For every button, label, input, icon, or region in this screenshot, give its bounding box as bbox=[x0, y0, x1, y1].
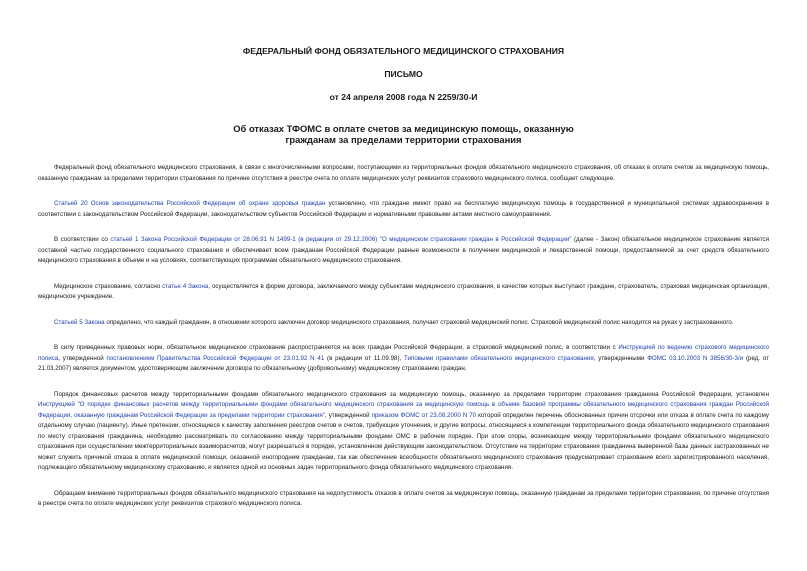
paragraph-3: В соответствии со статьей 1 Закона Российской Федерации от 28.06.91 N 1499-1 (в редакции от 29.12.2006) "О медицинском страховании граждан в Российской Федерации" (далее - Закон) обязательное медицинское страхование является составной частью государственного социального страхования и обеспечивает всем гражданам Российской Федерации равные возможности в получении медицинской и лекарственной помощи, предоставляемой за счет средств обязательного медицинского страхования в объеме и на условиях, соответствующих программам обязательного медицинского страхования. bbox=[38, 236, 769, 264]
link-foms-order-2000[interactable]: приказом ФОМС от 23.08.2000 N 70 bbox=[371, 411, 477, 419]
paragraph-6: В силу приведенных правовых норм, обязательное медицинское страхование распространяется на всех граждан Российской Федерации, а страховой медицинский полис, в соответствии с Инструкцией по ведению страхового медицинского полиса, утвержденной постановлением Правительства Российской Федерации от 23.01.92 N 41 (в редакции от 11.09.98), Типовыми правилами обязательного медицинского страхования, утвержденными ФОМС 03.10.2003 N 3856/30-3/и (ред. от 21.03.2007) является документом, удостоверяющим заключение договора по обязательному (добровольному) медицинскому страхованию граждан. bbox=[38, 344, 769, 372]
link-settlement-instruction[interactable]: Инструкцией "О порядке финансовых расчетов между территориальными фондами обязательного медицинского страхования за медицинскую помощь в объеме базовой программы обязательного медицинского страхования граждан Российской Федерации, оказанную гражданам Российской Федерации за пределами территории страхования" bbox=[38, 401, 769, 419]
document-title bbox=[38, 123, 769, 145]
paragraph-7: Порядок финансовых расчетов между территориальными фондами обязательного медицинского страхования за медицинскую помощь, оказанную за пределами территории страхования гражданина Российской Федерации, установлен Инструкцией "О порядке финансовых расчетов между территориальными фондами обязательного медицинского страхования за медицинскую помощь в объеме базовой программы обязательного медицинского страхования граждан Российской Федерации, оказанную гражданам Российской Федерации за пределами территории страхования", утвержденной приказом ФОМС от 23.08.2000 N 70 которой определен перечень обоснованных причин отсрочки или отказа в оплате счета по каждому отдельному случаю (пациенту). Иные претензии, относящиеся к качеству заполнения реестров счетов и счетов, требующие уточнения, и другие вопросы, относящиеся к компетенции территориального фонда обязательного медицинского страхования по месту страхования гражданина, необходимо рассматривать по согласованию между территориальными фондами ОМС в рабочем порядке. При этом споры, возникающие между территориальными фондами обязательного медицинского страхования при осуществлении межтерриториальных взаиморасчетов, могут разрешаться в порядке, установленном действующим законодательством. Отсутствие на территории страхования гражданина выверенной базы данных застрахованных не может служить причиной отказа в оплате медицинской помощи, оказанной иногородним гражданам, так как обеспечение всеобщности обязательного медицинского страхования предусматривает страхование всего зарегистрированного населения, подлежащего обязательному медицинскому страхованию, и является одной из основных задач территориального фонда обязательного медицинского страхования. bbox=[38, 390, 769, 471]
link-standard-rules[interactable]: Типовыми правилами обязательного медицинского страхования bbox=[404, 354, 594, 362]
document-type: ПИСЬМО bbox=[384, 69, 423, 79]
document-body bbox=[38, 163, 769, 510]
paragraph-8: Обращаем внимание территориальных фондов обязательного медицинского страхования на недопустимость отказов в оплате счетов за медицинскую помощь, оказанную гражданам за пределами территории страхования, по причине отсутствия в реестре счета по оплате медицинских услуг реквизитов страхового медицинского полиса. bbox=[38, 489, 769, 507]
paragraph-2: Статьей 20 Основ законодательства Российской Федерации об охране здоровья граждан установлено, что граждане имеют право на бесплатную медицинскую помощь в государственной и муниципальной системах здравоохранения в соответствии с законодательством Российской Федерации, законодательством субъектов Российской Федерации и нормативными правовыми актами местного самоуправления. bbox=[38, 200, 769, 218]
link-foms-order-2003[interactable]: ФОМС 03.10.2003 N 3856/30-3/и bbox=[647, 354, 744, 362]
link-government-resolution[interactable]: постановлением Правительства Российской Федерации от 23.01.92 N 41 bbox=[106, 354, 325, 362]
link-article-1-law[interactable]: статьей 1 Закона Российской Федерации от 28.06.91 N 1499-1 (в редакции от 29.12.2006) "О медицинском страховании граждан в Российской Федерации" bbox=[110, 236, 572, 243]
link-article-20[interactable]: Статьей 20 Основ законодательства Российской Федерации об охране здоровья граждан bbox=[54, 200, 326, 207]
title-line-2: гражданам за пределами территории страхования bbox=[285, 134, 522, 145]
title-line-1: Об отказах ТФОМС в оплате счетов за медицинскую помощь, оказанную bbox=[233, 123, 574, 134]
document-date-number: от 24 апреля 2008 года N 2259/30-И bbox=[329, 92, 478, 102]
paragraph-1: Федеральный фонд обязательного медицинского страхования, в связи с многочисленными вопросами, поступающими из территориальных фондов обязательного медицинского страхования, об отказах в оплате счетов за медицинскую помощь, оказанную гражданам за пределами территории страхования по причине отсутствия в реестре счета по оплате медицинских услуг реквизитов страхового медицинского полиса, сообщает следующее. bbox=[38, 164, 769, 182]
issuing-organization: ФЕДЕРАЛЬНЫЙ ФОНД ОБЯЗАТЕЛЬНОГО МЕДИЦИНСКОГО СТРАХОВАНИЯ bbox=[242, 46, 565, 56]
link-article-5-law[interactable]: Статьей 5 Закона bbox=[54, 318, 105, 326]
link-policy-instruction[interactable]: Инструкцией по ведению страхового медицинского полиса bbox=[38, 344, 769, 362]
link-article-4-law[interactable]: статье 4 Закона bbox=[162, 282, 209, 290]
paragraph-4: Медицинское страхование, согласно статье 4 Закона, осуществляется в форме договора, заключаемого между субъектами медицинского страхования, в качестве которых выступают граждане, страхователь, страховая медицинская организация, медицинское учреждение. bbox=[38, 282, 769, 300]
paragraph-5: Статьей 5 Закона определено, что каждый гражданин, в отношении которого заключен договор медицинского страхования, получает страховой медицинский полис. Страховой медицинский полис находится на руках у застрахованного. bbox=[54, 318, 734, 326]
